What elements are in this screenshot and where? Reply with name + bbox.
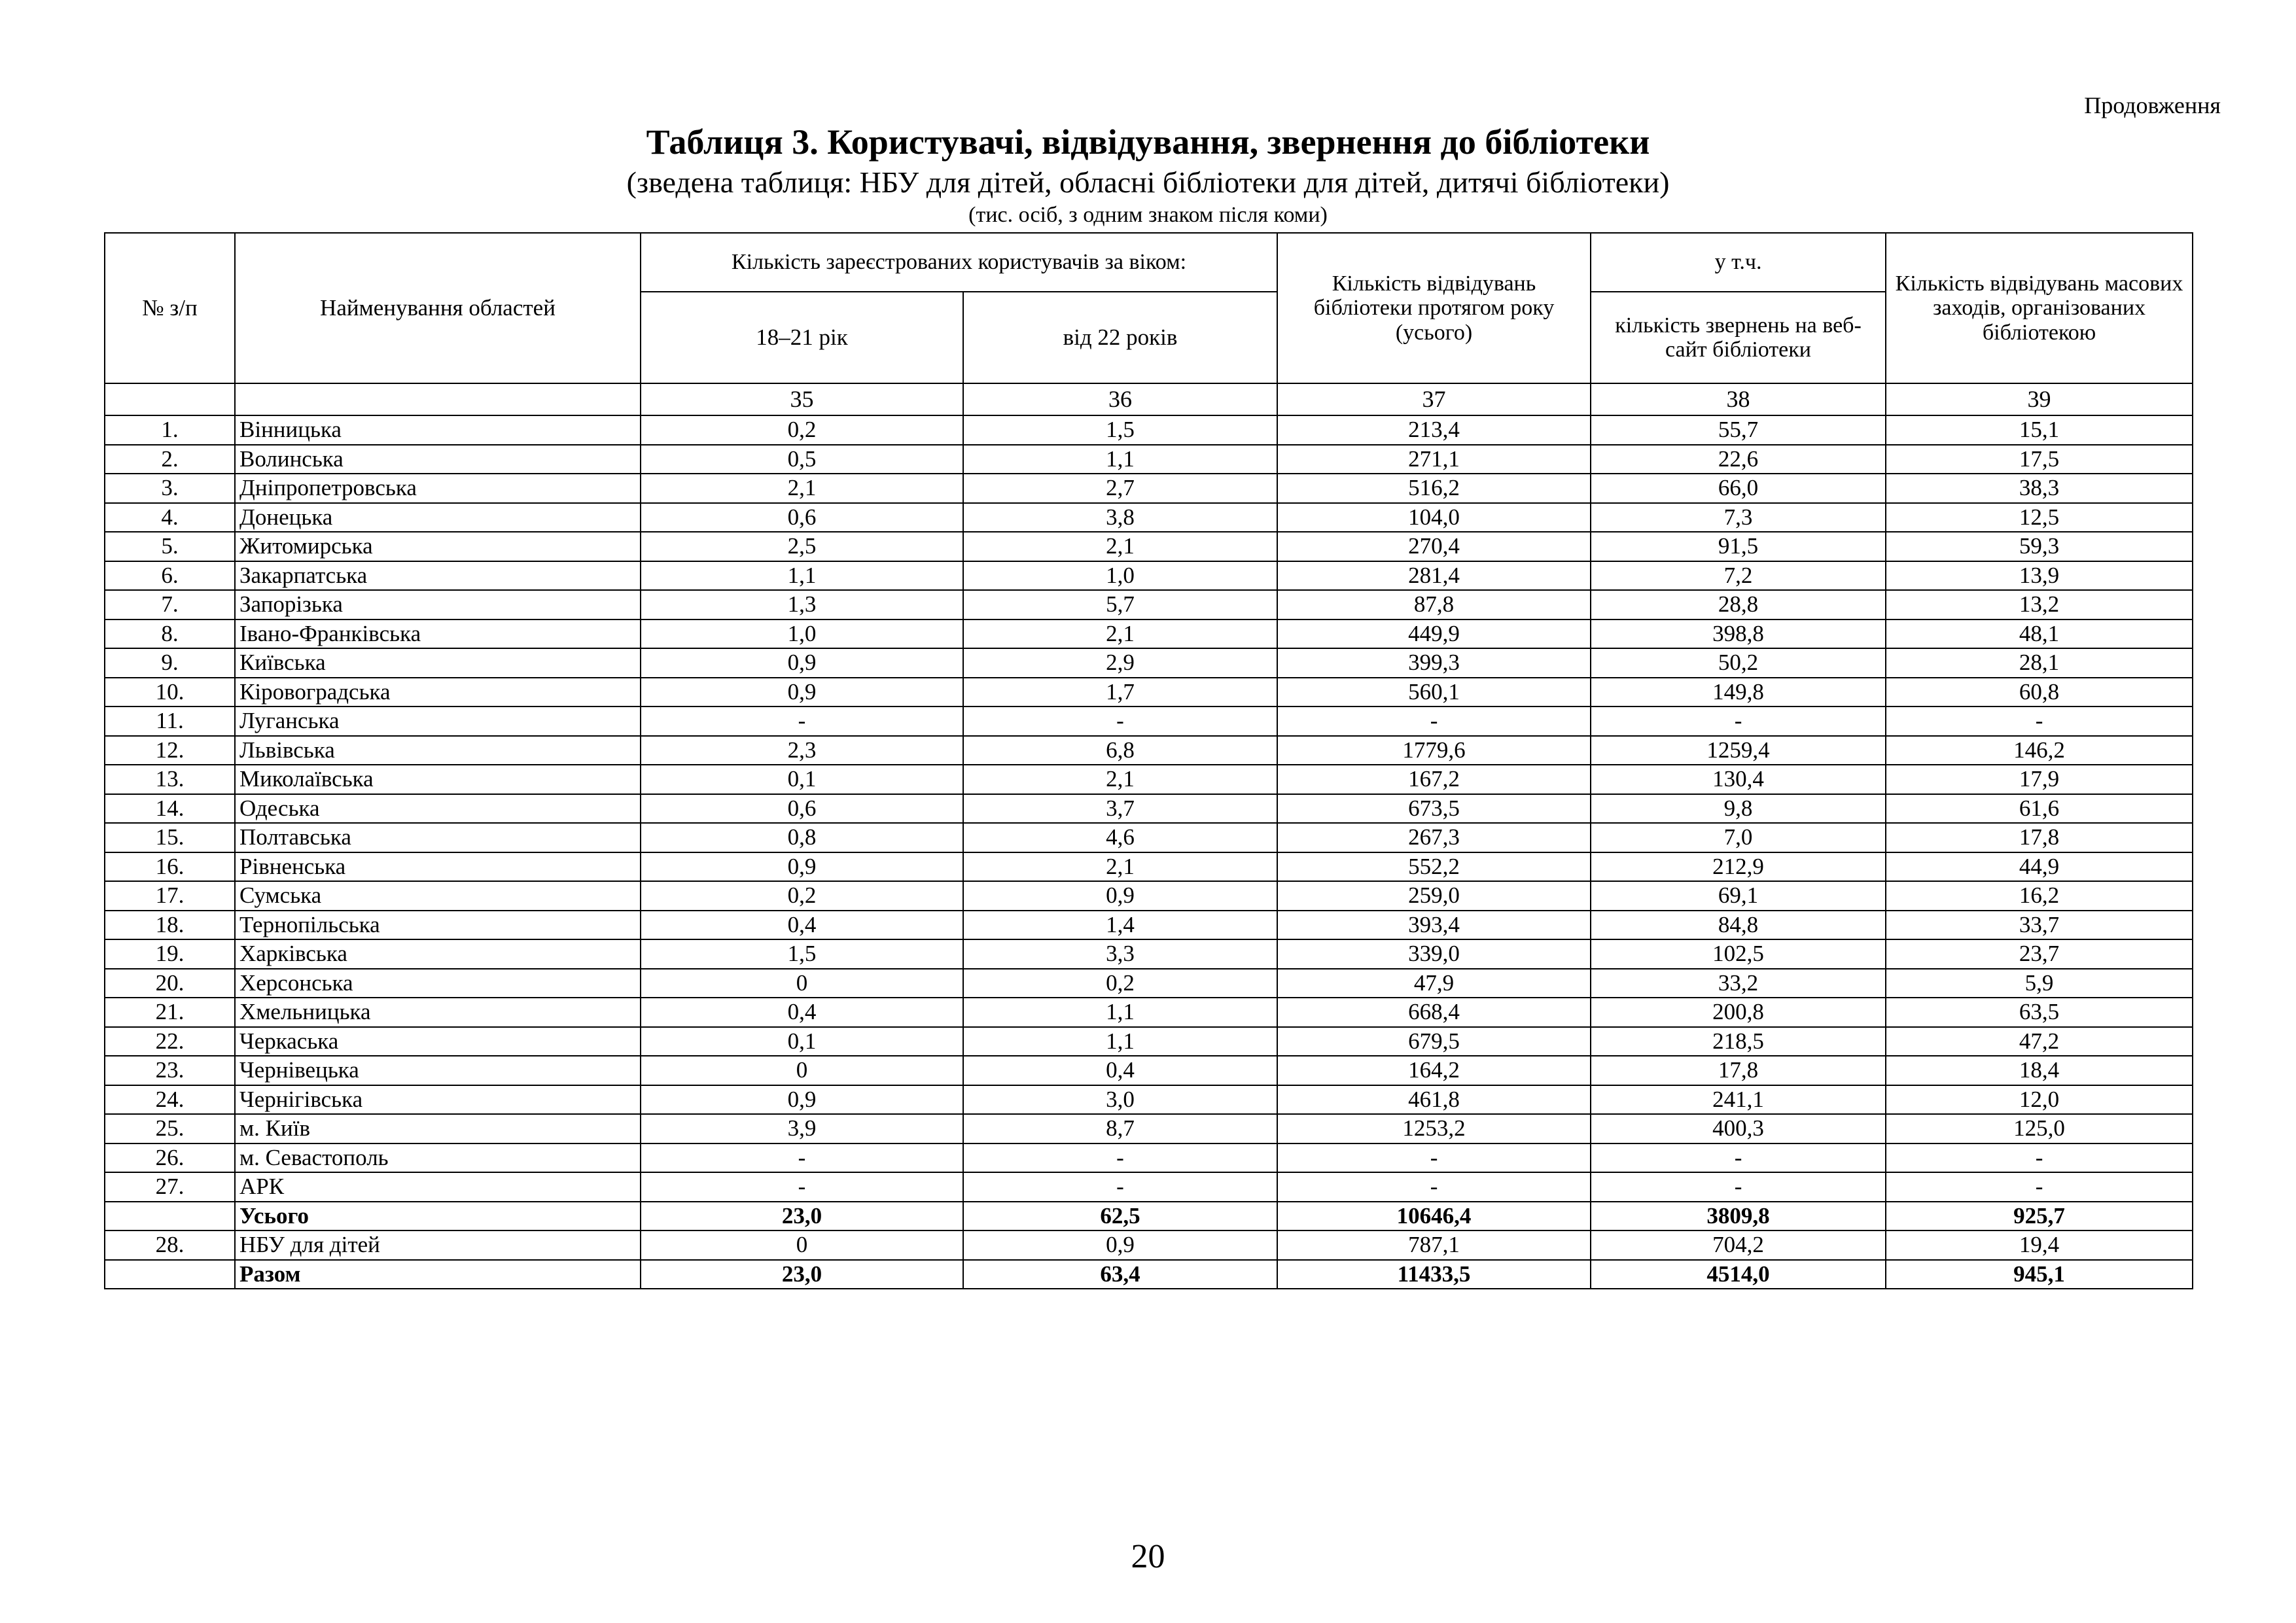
value-web-requests: 22,6 xyxy=(1591,445,1886,474)
value-age-22-plus: 1,1 xyxy=(963,445,1277,474)
column-number-spacer xyxy=(235,383,641,415)
table-row xyxy=(105,852,2193,882)
value-age-22-plus: - xyxy=(963,1143,1277,1173)
table-row xyxy=(105,794,2193,824)
value-age-22-plus: - xyxy=(963,1172,1277,1202)
value-visits-total: 393,4 xyxy=(1277,911,1591,940)
row-number: 2. xyxy=(105,445,235,474)
value-age-18-21: 0 xyxy=(641,969,963,998)
value-age-22-plus: 2,1 xyxy=(963,620,1277,649)
value-visits-total: 516,2 xyxy=(1277,474,1591,503)
value-visits-total: 1779,6 xyxy=(1277,736,1591,765)
value-age-22-plus: 62,5 xyxy=(963,1202,1277,1231)
value-web-requests: 3809,8 xyxy=(1591,1202,1886,1231)
value-age-18-21: 0,1 xyxy=(641,1027,963,1056)
row-number: 10. xyxy=(105,678,235,707)
value-age-22-plus: 2,1 xyxy=(963,852,1277,882)
header-age-18-21: 18–21 рік xyxy=(641,292,963,383)
value-age-18-21: 0,8 xyxy=(641,823,963,852)
row-number: 7. xyxy=(105,590,235,620)
table-row xyxy=(105,445,2193,474)
row-number: 3. xyxy=(105,474,235,503)
header-web-requests: кількість звернень на веб-сайт бібліотеки xyxy=(1591,292,1886,383)
value-events-visits: 16,2 xyxy=(1886,881,2193,911)
value-events-visits: 12,0 xyxy=(1886,1085,2193,1115)
region-name: Донецька xyxy=(235,503,641,532)
value-web-requests: - xyxy=(1591,707,1886,736)
value-age-18-21: 0,9 xyxy=(641,648,963,678)
region-name: Хмельницька xyxy=(235,998,641,1027)
value-events-visits: 60,8 xyxy=(1886,678,2193,707)
value-age-22-plus: 1,1 xyxy=(963,1027,1277,1056)
value-age-18-21: 1,1 xyxy=(641,561,963,591)
value-events-visits: 13,2 xyxy=(1886,590,2193,620)
value-age-18-21: 0,9 xyxy=(641,1085,963,1115)
value-events-visits: 5,9 xyxy=(1886,969,2193,998)
value-events-visits: 18,4 xyxy=(1886,1056,2193,1085)
value-age-22-plus: 2,1 xyxy=(963,765,1277,794)
value-age-22-plus: 3,7 xyxy=(963,794,1277,824)
table-row xyxy=(105,620,2193,649)
value-age-18-21: 0,2 xyxy=(641,881,963,911)
table-row xyxy=(105,561,2193,591)
value-visits-total: 461,8 xyxy=(1277,1085,1591,1115)
value-age-22-plus: 3,0 xyxy=(963,1085,1277,1115)
region-name: Харківська xyxy=(235,939,641,969)
row-number: 11. xyxy=(105,707,235,736)
column-number-row xyxy=(105,383,2193,415)
table-row xyxy=(105,969,2193,998)
table-row xyxy=(105,1143,2193,1173)
region-name: Миколаївська xyxy=(235,765,641,794)
region-name: Івано-Франківська xyxy=(235,620,641,649)
value-age-22-plus: 3,3 xyxy=(963,939,1277,969)
region-name: НБУ для дітей xyxy=(235,1230,641,1260)
value-web-requests: 704,2 xyxy=(1591,1230,1886,1260)
value-age-18-21: 23,0 xyxy=(641,1260,963,1289)
value-web-requests: 398,8 xyxy=(1591,620,1886,649)
value-age-18-21: 1,0 xyxy=(641,620,963,649)
row-number: 19. xyxy=(105,939,235,969)
value-events-visits: 146,2 xyxy=(1886,736,2193,765)
value-visits-total: 449,9 xyxy=(1277,620,1591,649)
row-number: 27. xyxy=(105,1172,235,1202)
region-name: Одеська xyxy=(235,794,641,824)
value-events-visits: - xyxy=(1886,1143,2193,1173)
value-visits-total: 271,1 xyxy=(1277,445,1591,474)
row-number: 1. xyxy=(105,415,235,445)
value-age-18-21: - xyxy=(641,1172,963,1202)
value-age-22-plus: - xyxy=(963,707,1277,736)
value-events-visits: 59,3 xyxy=(1886,532,2193,561)
region-name: Усього xyxy=(235,1202,641,1231)
value-web-requests: 212,9 xyxy=(1591,852,1886,882)
value-visits-total: 1253,2 xyxy=(1277,1114,1591,1143)
value-age-22-plus: 0,9 xyxy=(963,881,1277,911)
table-row xyxy=(105,532,2193,561)
header-age-22-plus: від 22 років xyxy=(963,292,1277,383)
value-events-visits: 15,1 xyxy=(1886,415,2193,445)
value-web-requests: 9,8 xyxy=(1591,794,1886,824)
value-age-22-plus: 0,4 xyxy=(963,1056,1277,1085)
row-number: 15. xyxy=(105,823,235,852)
value-visits-total: 281,4 xyxy=(1277,561,1591,591)
value-visits-total: 259,0 xyxy=(1277,881,1591,911)
region-name: м. Київ xyxy=(235,1114,641,1143)
table-body xyxy=(105,415,2193,1289)
value-age-22-plus: 2,7 xyxy=(963,474,1277,503)
row-number: 18. xyxy=(105,911,235,940)
row-number: 20. xyxy=(105,969,235,998)
table-row xyxy=(105,1260,2193,1289)
value-visits-total: 87,8 xyxy=(1277,590,1591,620)
value-visits-total: 787,1 xyxy=(1277,1230,1591,1260)
value-web-requests: 69,1 xyxy=(1591,881,1886,911)
value-events-visits: - xyxy=(1886,707,2193,736)
region-name: Херсонська xyxy=(235,969,641,998)
region-name: Чернівецька xyxy=(235,1056,641,1085)
table-row xyxy=(105,1202,2193,1231)
value-visits-total: 104,0 xyxy=(1277,503,1591,532)
row-number: 17. xyxy=(105,881,235,911)
value-age-18-21: 0,6 xyxy=(641,503,963,532)
row-number: 4. xyxy=(105,503,235,532)
page-number: 20 xyxy=(1131,1538,1165,1575)
table-row xyxy=(105,707,2193,736)
row-number: 21. xyxy=(105,998,235,1027)
row-number: 8. xyxy=(105,620,235,649)
value-visits-total: 213,4 xyxy=(1277,415,1591,445)
row-number: 23. xyxy=(105,1056,235,1085)
table-row xyxy=(105,823,2193,852)
value-age-22-plus: 2,1 xyxy=(963,532,1277,561)
region-name: Львівська xyxy=(235,736,641,765)
table-title: Таблиця 3. Користувачі, відвідування, звернення до бібліотеки xyxy=(646,122,1650,162)
value-web-requests: 33,2 xyxy=(1591,969,1886,998)
table-row xyxy=(105,1085,2193,1115)
value-age-18-21: 1,3 xyxy=(641,590,963,620)
value-visits-total: 270,4 xyxy=(1277,532,1591,561)
region-name: Рівненська xyxy=(235,852,641,882)
row-number: 5. xyxy=(105,532,235,561)
value-web-requests: 4514,0 xyxy=(1591,1260,1886,1289)
table-row xyxy=(105,1172,2193,1202)
region-name: АРК xyxy=(235,1172,641,1202)
value-visits-total: 552,2 xyxy=(1277,852,1591,882)
value-web-requests: 50,2 xyxy=(1591,648,1886,678)
region-name: Кіровоградська xyxy=(235,678,641,707)
value-age-18-21: 0,9 xyxy=(641,852,963,882)
header-events-visits: Кількість відвідувань масових заходів, організованих бібліотекою xyxy=(1886,233,2193,383)
value-visits-total: 668,4 xyxy=(1277,998,1591,1027)
row-number xyxy=(105,1202,235,1231)
value-events-visits: 13,9 xyxy=(1886,561,2193,591)
value-events-visits: 19,4 xyxy=(1886,1230,2193,1260)
column-number: 37 xyxy=(1277,383,1591,415)
row-number: 24. xyxy=(105,1085,235,1115)
value-web-requests: 200,8 xyxy=(1591,998,1886,1027)
value-visits-total: 167,2 xyxy=(1277,765,1591,794)
value-events-visits: 28,1 xyxy=(1886,648,2193,678)
value-events-visits: 17,5 xyxy=(1886,445,2193,474)
value-web-requests: 7,2 xyxy=(1591,561,1886,591)
value-events-visits: 925,7 xyxy=(1886,1202,2193,1231)
region-name: Дніпропетровська xyxy=(235,474,641,503)
table-row xyxy=(105,1230,2193,1260)
region-name: Полтавська xyxy=(235,823,641,852)
value-visits-total: 679,5 xyxy=(1277,1027,1591,1056)
row-number: 26. xyxy=(105,1143,235,1173)
value-web-requests: 149,8 xyxy=(1591,678,1886,707)
table-row xyxy=(105,939,2193,969)
value-visits-total: 10646,4 xyxy=(1277,1202,1591,1231)
region-name: Черкаська xyxy=(235,1027,641,1056)
value-web-requests: 218,5 xyxy=(1591,1027,1886,1056)
value-age-22-plus: 5,7 xyxy=(963,590,1277,620)
value-web-requests: 130,4 xyxy=(1591,765,1886,794)
value-age-22-plus: 0,2 xyxy=(963,969,1277,998)
row-number: 9. xyxy=(105,648,235,678)
table-row xyxy=(105,765,2193,794)
region-name: м. Севастополь xyxy=(235,1143,641,1173)
value-events-visits: 12,5 xyxy=(1886,503,2193,532)
value-web-requests: - xyxy=(1591,1172,1886,1202)
value-web-requests: - xyxy=(1591,1143,1886,1173)
column-number: 35 xyxy=(641,383,963,415)
region-name: Волинська xyxy=(235,445,641,474)
region-name: Житомирська xyxy=(235,532,641,561)
value-age-22-plus: 2,9 xyxy=(963,648,1277,678)
table-row xyxy=(105,590,2193,620)
table-row xyxy=(105,1027,2193,1056)
value-age-18-21: 0,9 xyxy=(641,678,963,707)
value-events-visits: 17,8 xyxy=(1886,823,2193,852)
table-subtitle: (зведена таблиця: НБУ для дітей, обласні бібліотеки для дітей, дитячі бібліотеки) xyxy=(626,166,1670,199)
value-events-visits: 44,9 xyxy=(1886,852,2193,882)
value-age-18-21: 2,5 xyxy=(641,532,963,561)
table-row xyxy=(105,736,2193,765)
value-age-22-plus: 1,5 xyxy=(963,415,1277,445)
header-region-name: Найменування областей xyxy=(235,233,641,383)
column-number: 36 xyxy=(963,383,1277,415)
value-age-22-plus: 63,4 xyxy=(963,1260,1277,1289)
value-web-requests: 84,8 xyxy=(1591,911,1886,940)
value-age-18-21: 2,3 xyxy=(641,736,963,765)
table-row xyxy=(105,648,2193,678)
row-number xyxy=(105,1260,235,1289)
header-including: у т.ч. xyxy=(1591,233,1886,292)
row-number: 6. xyxy=(105,561,235,591)
value-age-18-21: 0,2 xyxy=(641,415,963,445)
value-visits-total: 164,2 xyxy=(1277,1056,1591,1085)
value-events-visits: 63,5 xyxy=(1886,998,2193,1027)
value-web-requests: 1259,4 xyxy=(1591,736,1886,765)
value-age-22-plus: 8,7 xyxy=(963,1114,1277,1143)
value-web-requests: 400,3 xyxy=(1591,1114,1886,1143)
value-web-requests: 17,8 xyxy=(1591,1056,1886,1085)
value-web-requests: 66,0 xyxy=(1591,474,1886,503)
continuation-label: Продовження xyxy=(2084,92,2221,118)
header-visits-total: Кількість відвідувань бібліотеки протягом року (усього) xyxy=(1277,233,1591,383)
row-number: 28. xyxy=(105,1230,235,1260)
value-age-18-21: - xyxy=(641,707,963,736)
region-name: Закарпатська xyxy=(235,561,641,591)
table-row xyxy=(105,503,2193,532)
region-name: Разом xyxy=(235,1260,641,1289)
row-number: 14. xyxy=(105,794,235,824)
value-age-18-21: 0,6 xyxy=(641,794,963,824)
value-age-18-21: - xyxy=(641,1143,963,1173)
table-row xyxy=(105,678,2193,707)
table-row xyxy=(105,998,2193,1027)
value-age-22-plus: 6,8 xyxy=(963,736,1277,765)
value-events-visits: 61,6 xyxy=(1886,794,2193,824)
value-events-visits: 48,1 xyxy=(1886,620,2193,649)
value-age-22-plus: 4,6 xyxy=(963,823,1277,852)
value-age-22-plus: 1,7 xyxy=(963,678,1277,707)
value-events-visits: - xyxy=(1886,1172,2193,1202)
value-visits-total: - xyxy=(1277,1143,1591,1173)
column-number: 39 xyxy=(1886,383,2193,415)
value-age-18-21: 0 xyxy=(641,1056,963,1085)
value-visits-total: - xyxy=(1277,707,1591,736)
value-visits-total: 267,3 xyxy=(1277,823,1591,852)
value-age-22-plus: 1,1 xyxy=(963,998,1277,1027)
region-name: Тернопільська xyxy=(235,911,641,940)
value-visits-total: 47,9 xyxy=(1277,969,1591,998)
value-age-18-21: 0,4 xyxy=(641,998,963,1027)
value-age-18-21: 2,1 xyxy=(641,474,963,503)
table-units-note: (тис. осіб, з одним знаком після коми) xyxy=(968,203,1328,227)
value-age-18-21: 1,5 xyxy=(641,939,963,969)
value-age-22-plus: 3,8 xyxy=(963,503,1277,532)
value-visits-total: 560,1 xyxy=(1277,678,1591,707)
row-number: 25. xyxy=(105,1114,235,1143)
value-events-visits: 125,0 xyxy=(1886,1114,2193,1143)
value-web-requests: 102,5 xyxy=(1591,939,1886,969)
table-row xyxy=(105,474,2193,503)
table-row xyxy=(105,1114,2193,1143)
value-visits-total: 399,3 xyxy=(1277,648,1591,678)
data-table xyxy=(104,232,2193,1289)
value-web-requests: 241,1 xyxy=(1591,1085,1886,1115)
value-age-22-plus: 1,0 xyxy=(963,561,1277,591)
value-age-18-21: 0,1 xyxy=(641,765,963,794)
value-visits-total: 339,0 xyxy=(1277,939,1591,969)
table-row xyxy=(105,1056,2193,1085)
value-age-22-plus: 1,4 xyxy=(963,911,1277,940)
value-events-visits: 945,1 xyxy=(1886,1260,2193,1289)
table-row xyxy=(105,881,2193,911)
column-number: 38 xyxy=(1591,383,1886,415)
table-row xyxy=(105,911,2193,940)
column-number-spacer xyxy=(105,383,235,415)
value-age-18-21: 23,0 xyxy=(641,1202,963,1231)
value-web-requests: 7,0 xyxy=(1591,823,1886,852)
region-name: Чернігівська xyxy=(235,1085,641,1115)
value-age-18-21: 0 xyxy=(641,1230,963,1260)
value-age-22-plus: 0,9 xyxy=(963,1230,1277,1260)
header-number: № з/п xyxy=(105,233,235,383)
value-age-18-21: 0,4 xyxy=(641,911,963,940)
value-web-requests: 55,7 xyxy=(1591,415,1886,445)
region-name: Луганська xyxy=(235,707,641,736)
row-number: 12. xyxy=(105,736,235,765)
value-visits-total: 11433,5 xyxy=(1277,1260,1591,1289)
value-web-requests: 91,5 xyxy=(1591,532,1886,561)
value-events-visits: 38,3 xyxy=(1886,474,2193,503)
value-events-visits: 47,2 xyxy=(1886,1027,2193,1056)
row-number: 16. xyxy=(105,852,235,882)
header-registered-users: Кількість зареєстрованих користувачів за віком: xyxy=(641,233,1277,292)
value-events-visits: 33,7 xyxy=(1886,911,2193,940)
row-number: 22. xyxy=(105,1027,235,1056)
value-web-requests: 7,3 xyxy=(1591,503,1886,532)
value-web-requests: 28,8 xyxy=(1591,590,1886,620)
region-name: Запорізька xyxy=(235,590,641,620)
value-events-visits: 17,9 xyxy=(1886,765,2193,794)
row-number: 13. xyxy=(105,765,235,794)
region-name: Сумська xyxy=(235,881,641,911)
region-name: Вінницька xyxy=(235,415,641,445)
region-name: Київська xyxy=(235,648,641,678)
value-visits-total: 673,5 xyxy=(1277,794,1591,824)
value-visits-total: - xyxy=(1277,1172,1591,1202)
value-age-18-21: 0,5 xyxy=(641,445,963,474)
value-events-visits: 23,7 xyxy=(1886,939,2193,969)
value-age-18-21: 3,9 xyxy=(641,1114,963,1143)
table-row xyxy=(105,415,2193,445)
